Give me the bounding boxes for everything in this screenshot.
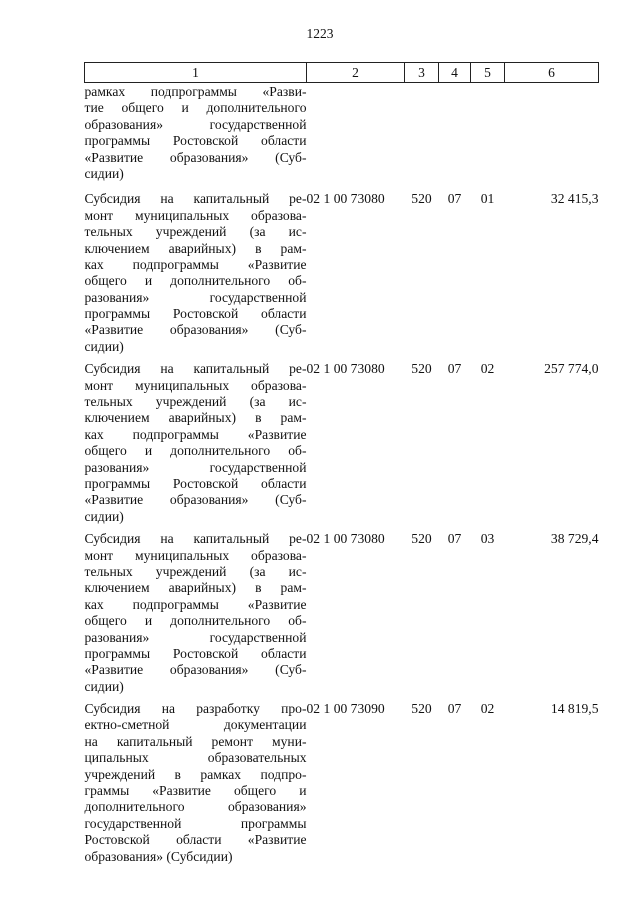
amount [505,83,599,192]
description-line: разования» государственной [84,289,307,305]
description-line: государственной программы [84,815,307,831]
row-description [85,191,307,361]
target-article-code: 02 1 00 73090 [306,701,385,717]
amount: 32 415,3 [550,191,599,207]
target-article-code [307,83,405,192]
section-code [439,83,471,192]
description-line: «Развитие образования» (Суб- [84,662,307,678]
description-line: Ростовской области «Развитие [84,832,307,848]
table-row [85,361,599,531]
section-code: 07 [447,531,462,547]
amount: 257 774,0 [544,361,599,377]
subsection-code: 02 [480,361,495,377]
description-line: монт муниципальных образова- [84,207,307,223]
amount: 38 729,4 [550,531,599,547]
column-header-3: 3 [405,63,439,83]
table-row [85,701,599,871]
description-line: сидии) [84,338,124,354]
description-line: общего и дополнительного об- [84,273,307,289]
description-line: Субсидия на капитальный ре- [84,191,307,207]
subsection-code: 02 [480,701,495,717]
column-header-1: 1 [85,63,307,83]
description-line: сидии) [84,508,124,524]
description-line: образования» государственной [84,116,307,132]
description-line: общего и дополнительного об- [84,613,307,629]
table-row [85,83,599,192]
description-line: на капитальный ремонт муни- [84,733,307,749]
description-line: ках подпрограммы «Развитие [84,256,307,272]
description-line: программы Ростовской области [84,133,307,149]
table-row [85,531,599,701]
description-line: «Развитие образования» (Суб- [84,322,307,338]
row-description [85,701,307,871]
description-line: Субсидия на капитальный ре- [84,531,307,547]
subsection-code [471,83,505,192]
subsection-code: 03 [480,531,495,547]
description-line: граммы «Развитие общего и [84,783,307,799]
description-line: тельных учреждений (за ис- [84,394,307,410]
description-line: тельных учреждений (за ис- [84,224,307,240]
target-article-code: 02 1 00 73080 [306,531,385,547]
column-header-2: 2 [307,63,405,83]
description-line: монт муниципальных образова- [84,377,307,393]
table-header-row [85,63,599,83]
description-line: общего и дополнительного об- [84,443,307,459]
description-line: образования» (Субсидии) [84,848,233,864]
column-header-5: 5 [471,63,505,83]
description-line: сидии) [84,165,124,181]
description-line: ках подпрограммы «Развитие [84,426,307,442]
section-code: 07 [447,191,462,207]
description-line: ключением аварийных) в рам- [84,580,307,596]
expense-type-code [405,83,439,192]
description-line: «Развитие образования» (Суб- [84,492,307,508]
table-body [85,83,599,871]
description-line: тие общего и дополнительного [84,100,307,116]
page-number: 1223 [306,26,334,41]
description-line: Субсидия на разработку про- [84,701,307,717]
description-line: программы Ростовской области [84,475,307,491]
row-description [85,361,307,531]
section-code: 07 [447,361,462,377]
description-line: «Развитие образования» (Суб- [84,149,307,165]
amount: 14 819,5 [550,701,599,717]
column-header-4: 4 [439,63,471,83]
description-line: тельных учреждений (за ис- [84,563,307,579]
subsection-code: 01 [480,191,495,207]
description-line: сидии) [84,678,124,694]
budget-table [84,62,599,871]
description-line: ключением аварийных) в рам- [84,410,307,426]
expense-type-code: 520 [411,531,432,547]
row-description [85,531,307,701]
description-line: ключением аварийных) в рам- [84,240,307,256]
table-row [85,191,599,361]
description-line: ципальных образовательных [84,750,307,766]
section-code: 07 [447,701,462,717]
description-line: учреждений в рамках подпро- [84,766,307,782]
target-article-code: 02 1 00 73080 [306,361,385,377]
description-line: ектно-сметной документации [84,717,307,733]
row-description [85,83,307,192]
expense-type-code: 520 [411,701,432,717]
description-line: монт муниципальных образова- [84,547,307,563]
description-line: Субсидия на капитальный ре- [84,361,307,377]
expense-type-code: 520 [411,361,432,377]
description-line: рамках подпрограммы «Разви- [84,84,307,99]
description-line: дополнительного образования» [84,799,307,815]
description-line: разования» государственной [84,459,307,475]
target-article-code: 02 1 00 73080 [306,191,385,207]
column-header-6: 6 [505,63,599,83]
description-line: ках подпрограммы «Развитие [84,596,307,612]
description-line: разования» государственной [84,629,307,645]
description-line: программы Ростовской области [84,645,307,661]
description-line: программы Ростовской области [84,306,307,322]
expense-type-code: 520 [411,191,432,207]
